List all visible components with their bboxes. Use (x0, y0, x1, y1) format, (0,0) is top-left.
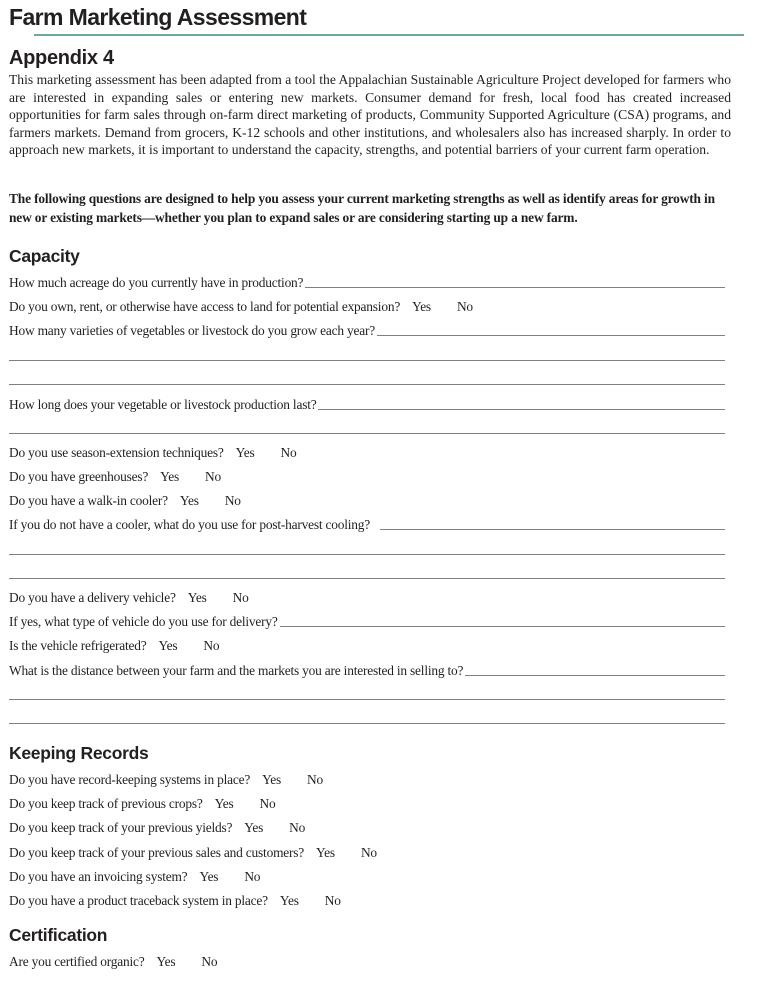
question-text: If yes, what type of vehicle do you use for delivery? (9, 614, 278, 629)
no-option[interactable]: No (289, 820, 306, 835)
answer-line[interactable] (280, 625, 725, 627)
no-option[interactable]: No (232, 590, 249, 605)
question-text: Do you have a product traceback system in place? (9, 893, 268, 908)
question-walk-in-cooler (9, 489, 725, 509)
lead-paragraph: The following questions are designed to help you assess your current marketing strengths as well as identify areas for growth in new or existing markets—whether you plan to expand sales or are considering starting up a new farm. (9, 191, 715, 225)
no-option[interactable]: No (224, 493, 241, 508)
question-text: Is the vehicle refrigerated? (9, 638, 147, 653)
no-option[interactable]: No (205, 469, 221, 484)
section-heading-keeping-records: Keeping Records (9, 743, 149, 763)
question-previous-crops (9, 792, 725, 812)
yes-option[interactable]: Yes (244, 820, 264, 835)
yes-option[interactable]: Yes (160, 469, 179, 484)
question-text: Are you certified organic? (9, 954, 145, 969)
answer-line[interactable] (377, 334, 725, 336)
question-season-extension (9, 441, 725, 461)
question-text: Do you use season-extension techniques? (9, 445, 224, 460)
answer-line[interactable] (9, 554, 725, 555)
no-option[interactable]: No (456, 299, 473, 314)
appendix-heading: Appendix 4 (9, 47, 114, 69)
question-text: Do you keep track of your previous sales and customers? (9, 845, 305, 860)
section-heading-capacity: Capacity (9, 246, 80, 266)
yes-option[interactable]: Yes (156, 954, 176, 969)
section-heading-certification: Certification (9, 925, 108, 945)
question-acreage (9, 271, 725, 291)
question-text: How long does your vegetable or livestock production last? (9, 397, 317, 412)
answer-line[interactable] (318, 408, 725, 410)
document-title: Farm Marketing Assessment (9, 4, 307, 30)
question-land-access (9, 295, 725, 315)
question-production-length (9, 393, 725, 413)
question-vehicle-type (9, 610, 725, 630)
no-option[interactable]: No (244, 869, 261, 884)
answer-line[interactable] (9, 433, 725, 434)
yes-option[interactable]: Yes (187, 590, 207, 605)
question-text: How much acreage do you currently have in production? (9, 275, 304, 290)
question-traceback (9, 889, 725, 909)
question-market-distance (9, 659, 725, 679)
question-greenhouses (9, 465, 725, 485)
question-delivery-vehicle (9, 586, 725, 606)
question-text: How many varieties of vegetables or livestock do you grow each year? (9, 323, 376, 338)
question-post-harvest-cooling (9, 513, 725, 533)
question-text: Do you have a walk-in cooler? (9, 493, 168, 508)
answer-line[interactable] (9, 384, 725, 385)
yes-option[interactable]: Yes (214, 796, 234, 811)
no-option[interactable]: No (280, 445, 297, 460)
no-option[interactable]: No (259, 796, 276, 811)
question-text: Do you own, rent, or otherwise have access to land for potential expansion? (9, 299, 401, 314)
answer-line[interactable] (305, 286, 725, 288)
answer-line[interactable] (9, 360, 725, 361)
title-rule-divider (34, 34, 744, 36)
question-certified-organic (9, 950, 725, 970)
yes-option[interactable]: Yes (316, 845, 335, 860)
yes-option[interactable]: Yes (279, 893, 299, 908)
yes-option[interactable]: Yes (412, 299, 431, 314)
yes-option[interactable]: Yes (158, 638, 178, 653)
question-previous-yields (9, 816, 725, 836)
yes-option[interactable]: Yes (235, 445, 255, 460)
yes-option[interactable]: Yes (262, 772, 281, 787)
no-option[interactable]: No (324, 893, 341, 908)
question-text: Do you keep track of previous crops? (9, 796, 203, 811)
no-option[interactable]: No (201, 954, 218, 969)
answer-line[interactable] (9, 578, 725, 579)
question-text: What is the distance between your farm and the markets you are interested in selling to? (9, 663, 464, 678)
question-text: Do you have an invoicing system? (9, 869, 188, 884)
question-text: Do you keep track of your previous yields? (9, 820, 233, 835)
no-option[interactable]: No (306, 772, 323, 787)
question-text: Do you have greenhouses? (9, 469, 149, 484)
question-text: Do you have record-keeping systems in place? (9, 772, 251, 787)
question-text: Do you have a delivery vehicle? (9, 590, 176, 605)
answer-line[interactable] (380, 528, 725, 530)
question-vehicle-refrigerated (9, 634, 725, 654)
answer-line[interactable] (465, 674, 725, 676)
yes-option[interactable]: Yes (179, 493, 199, 508)
question-sales-customers (9, 841, 725, 861)
answer-line[interactable] (9, 723, 725, 724)
question-varieties (9, 319, 725, 339)
yes-option[interactable]: Yes (199, 869, 219, 884)
question-record-keeping (9, 768, 725, 788)
no-option[interactable]: No (360, 845, 377, 860)
intro-paragraph: This marketing assessment has been adapted from a tool the Appalachian Sustainable Agriculture Project developed for farmers who are interested in expanding sales or entering new markets. Consumer demand for fresh, local food has created increased opportunities for farm sales through on-farm direct marketing of products, Community Supported Agriculture (CSA) programs, and farmers markets. Demand from grocers, K-12 schools and other institutions, and wholesalers also has increased sharply. In order to approach new markets, it is important to understand the capacity, strengths, and potential barriers of your current farm operation. (9, 72, 731, 158)
question-text: If you do not have a cooler, what do you use for post-harvest cooling? (9, 517, 371, 532)
answer-line[interactable] (9, 699, 725, 700)
no-option[interactable]: No (203, 638, 220, 653)
question-invoicing (9, 865, 725, 885)
